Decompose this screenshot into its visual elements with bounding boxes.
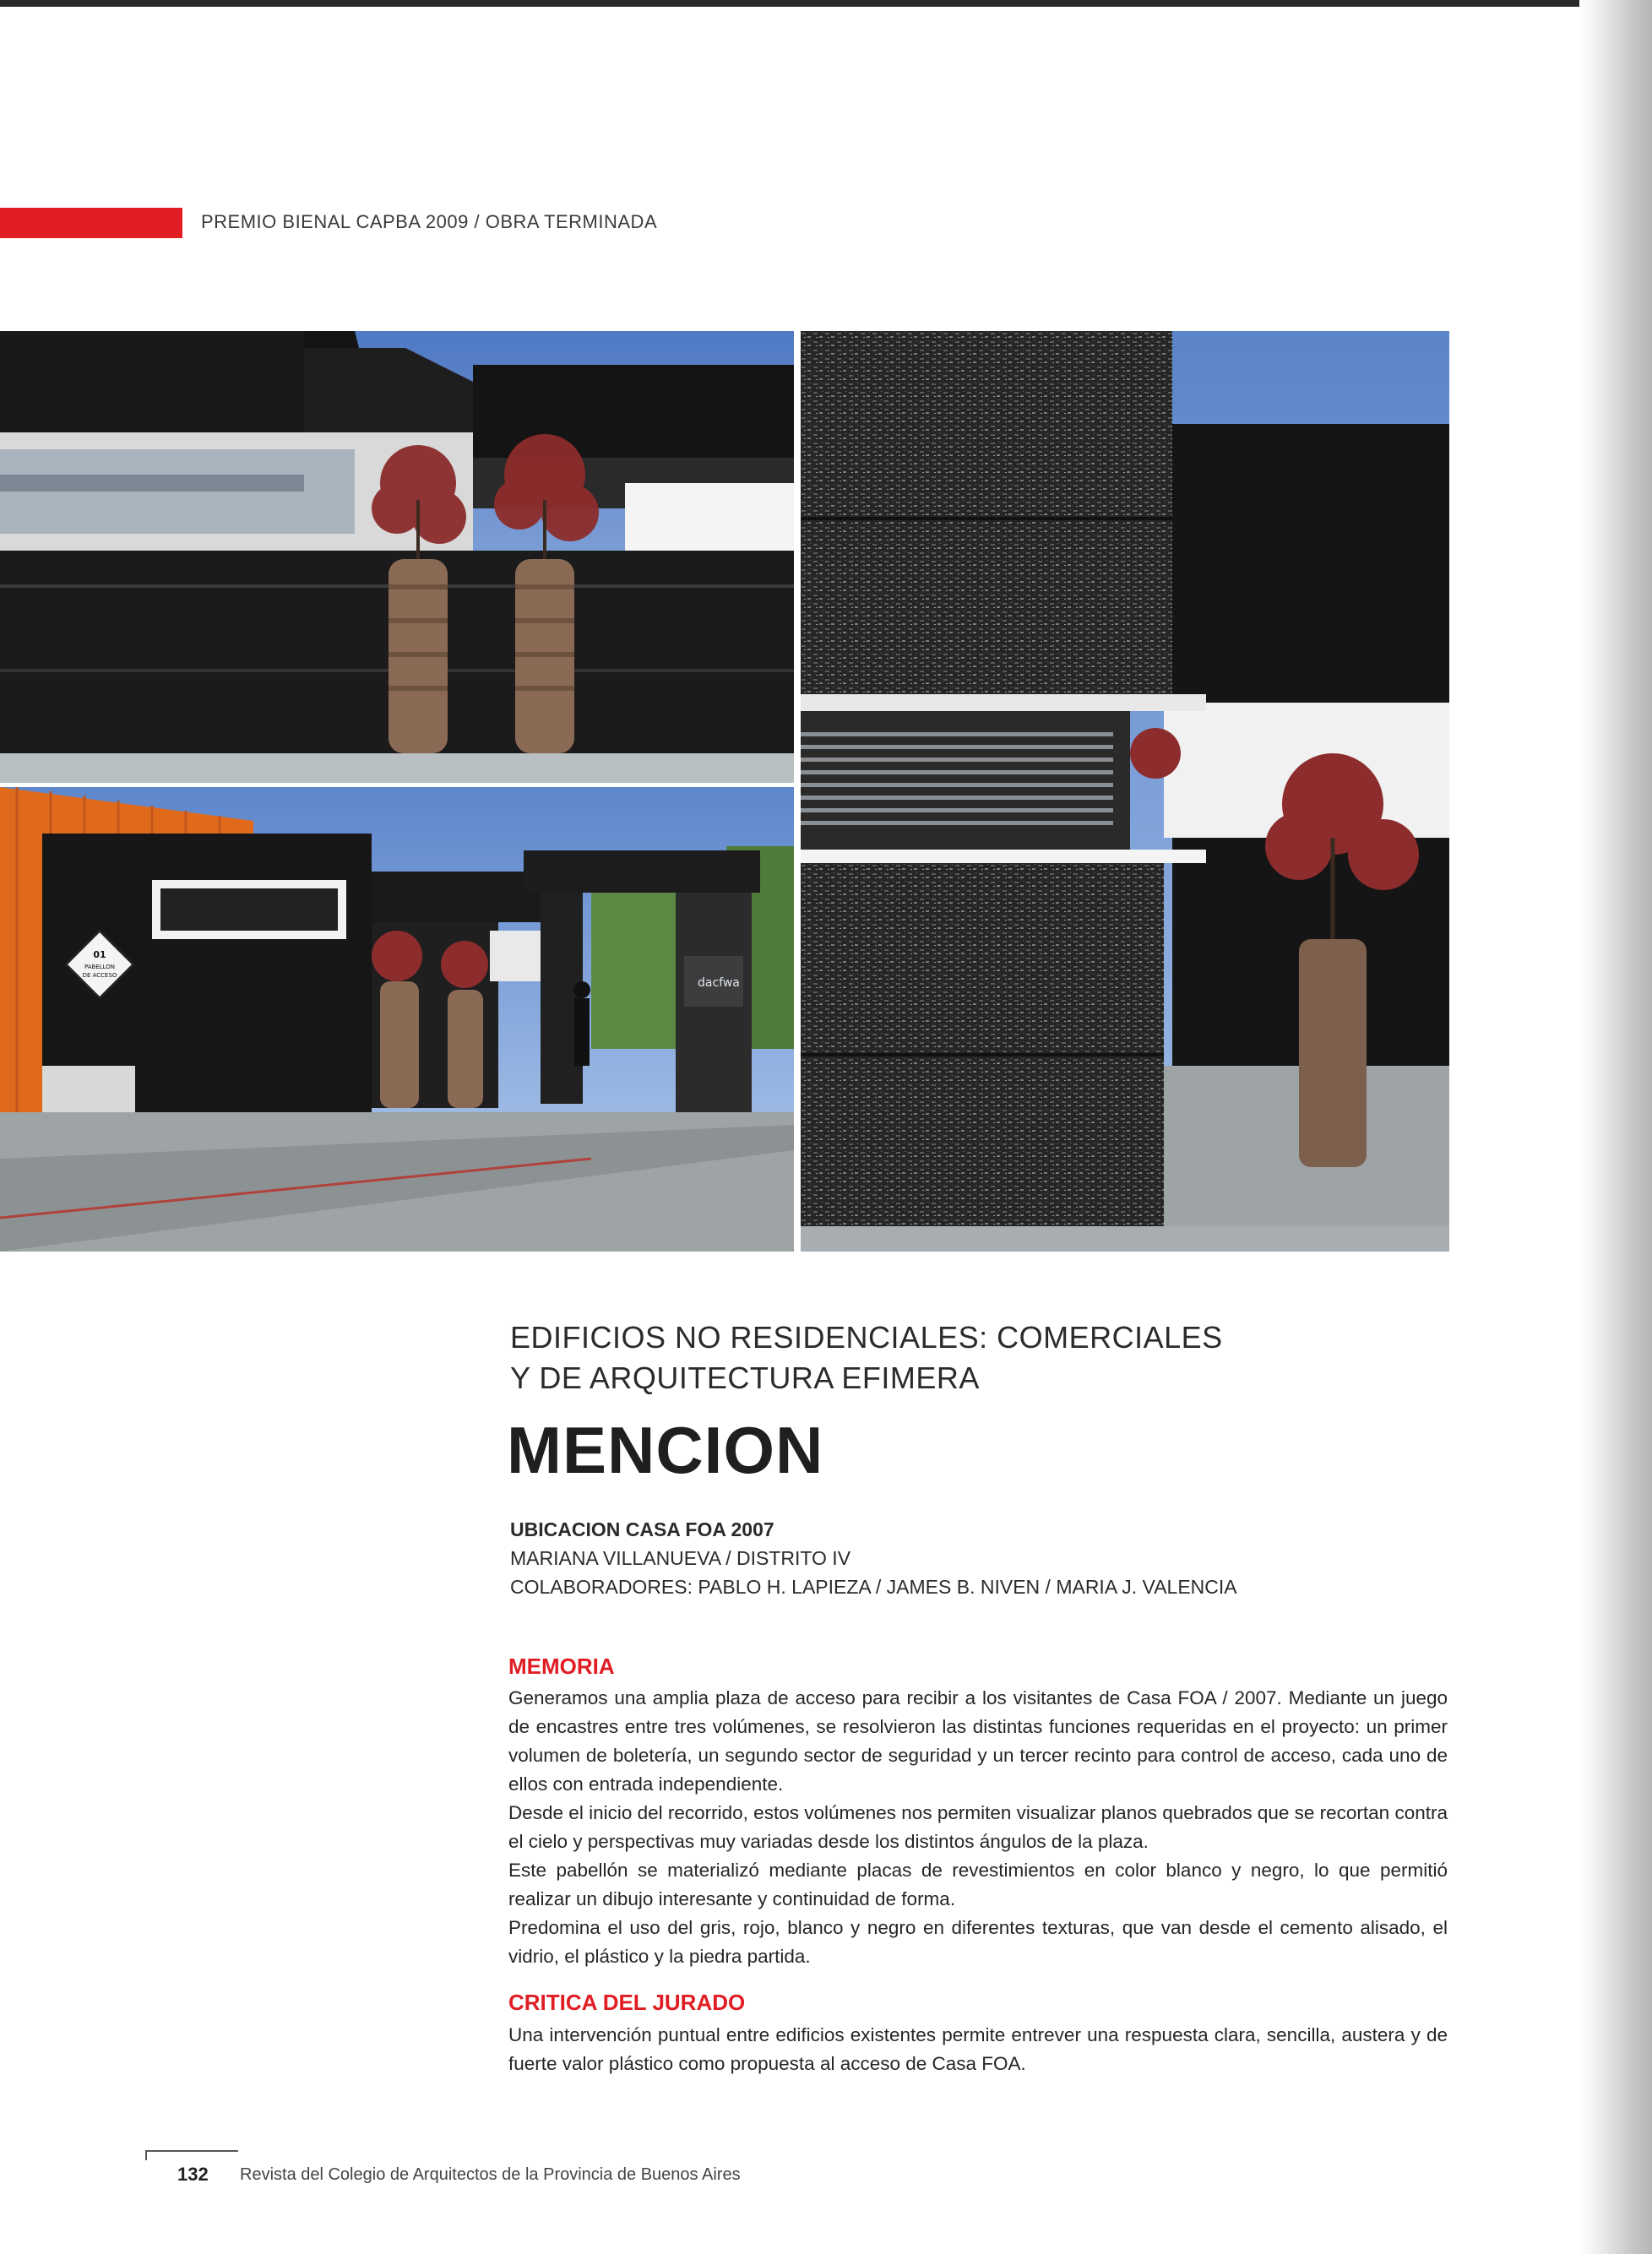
section-header: PREMIO BIENAL CAPBA 2009 / OBRA TERMINADA xyxy=(201,211,658,232)
page-top-edge xyxy=(0,0,1652,7)
photo-pavilion-entrance xyxy=(0,787,794,1252)
memoria-paragraph: Predomina el uso del gris, rojo, blanco y negro en diferentes texturas, que van desde el cemento alisado, el vidrio, el plástico y la piedra partida. xyxy=(508,1917,1448,1967)
section-accent-bar xyxy=(0,208,182,238)
memoria-body xyxy=(508,1684,1448,1971)
project-authors: MARIANA VILLANUEVA / DISTRITO IV xyxy=(510,1547,851,1569)
sign-line-acceso: DE ACCESO xyxy=(82,972,117,979)
memoria-paragraph: Generamos una amplia plaza de acceso para recibir a los visitantes de Casa FOA / 2007. Mediante un juego de encastres entre tres volúmenes, se resolvieron las distintas funciones requeridas en el proyecto: un primer volumen de boletería, un segundo sector de seguridad y un tercer recinto para control de acceso, cada uno de ellos con entrada independiente. xyxy=(508,1687,1448,1795)
sign-line-pabellon: PABELLON xyxy=(84,964,116,970)
photo-pavilion-stone-wall xyxy=(801,331,1449,1252)
photo-pavilion-planters xyxy=(0,331,794,783)
project-collaborators: COLABORADORES: PABLO H. LAPIEZA / JAMES B. NIVEN / MARIA J. VALENCIA xyxy=(510,1576,1237,1598)
sign-number: 01 xyxy=(93,949,106,960)
footer-rule xyxy=(145,2150,238,2152)
memoria-paragraph: Desde el inicio del recorrido, estos volúmenes nos permiten visualizar planos quebrados que se recortan contra el cielo y perspectivas muy variadas desde los distintos ángulos de la plaza. xyxy=(508,1802,1448,1852)
booth-sign-text: dacfwa xyxy=(698,976,740,990)
award-category xyxy=(510,1317,1223,1399)
page-number: 132 xyxy=(177,2164,209,2185)
publication-name: Revista del Colegio de Arquitectos de la Provincia de Buenos Aires xyxy=(240,2165,741,2184)
critica-body xyxy=(508,2021,1448,2078)
memoria-paragraph: Este pabellón se materializó mediante placas de revestimientos en color blanco y negro, lo que permitió realizar un dibujo interesante y continuidad de forma. xyxy=(508,1860,1448,1909)
project-name: UBICACION CASA FOA 2007 xyxy=(510,1518,774,1540)
memoria-heading: MEMORIA xyxy=(508,1654,615,1679)
award-title: MENCION xyxy=(507,1413,824,1487)
award-category-line-1: EDIFICIOS NO RESIDENCIALES: COMERCIALES xyxy=(510,1320,1223,1355)
critica-paragraph: Una intervención puntual entre edificios existentes permite entrever una respuesta clara, sencilla, austera y de fuerte valor plástico como propuesta al acceso de Casa FOA. xyxy=(508,2024,1448,2074)
project-credits xyxy=(510,1515,1237,1601)
footer-rule-tick xyxy=(145,2150,147,2160)
book-spine-shadow xyxy=(1579,0,1652,2254)
award-category-line-2: Y DE ARQUITECTURA EFIMERA xyxy=(510,1361,980,1395)
critica-heading: CRITICA DEL JURADO xyxy=(508,1990,746,2015)
